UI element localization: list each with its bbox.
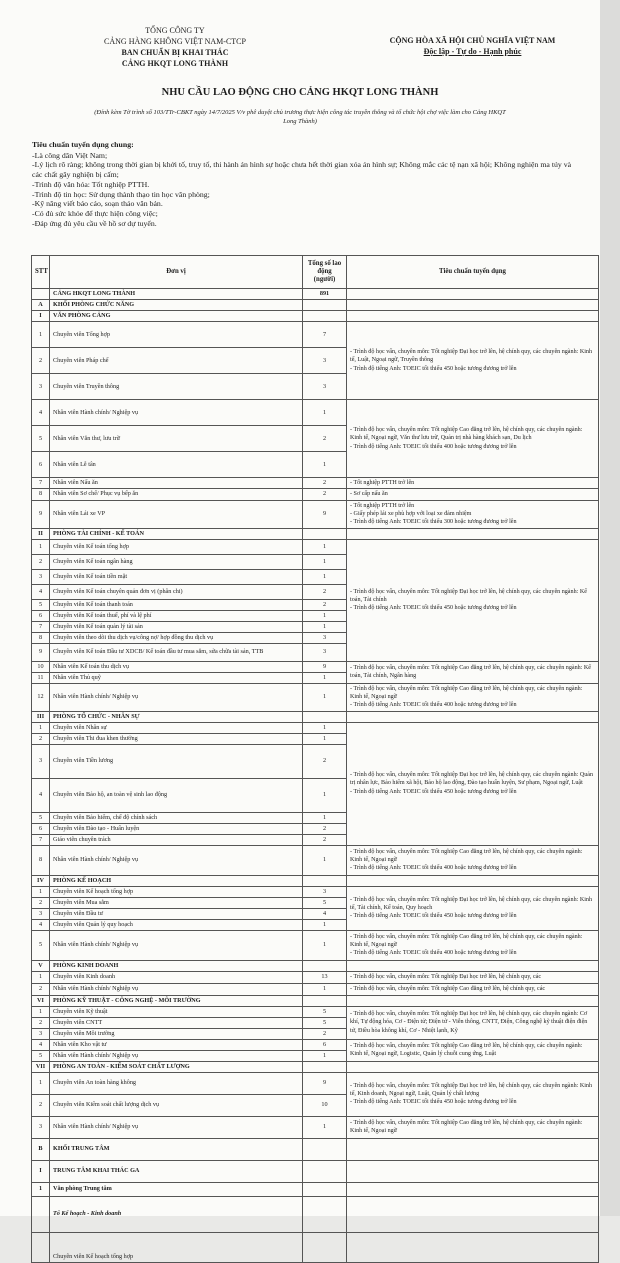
criteria-cell: - Trình độ học vấn, chuyên môn: Tốt nghiệp Đại học trở lên, hệ chính quy, các chuyên ngành: Cơ khí, Tự động hóa, Cơ - Điện tử; Điện tử - Viễn thông, CNTT, Điện, Công nghệ kỹ thuật điện điện tử, Điều hòa không khí, Cơ - Nhiệt lạnh, Kỹ — [347, 1006, 599, 1039]
table-row: 5 Nhân viên Văn thư, lưu trữ 2 — [32, 426, 599, 452]
total-count: 891 — [303, 289, 347, 300]
table-row: 2 Chuyên viên Thi đua khen thưởng 1 — [32, 733, 599, 744]
criteria-cell: - Trình độ học vấn, chuyên môn: Tốt nghiệp Đại học trở lên, hệ chính quy, các chuyên ngành: Kinh tế, Kinh doanh, Ngoại ngữ, Luật, Quản lý chất lượng - Trình độ tiếng Anh: TOEIC tối thiểu 450 hoặc tương đương trở lên — [347, 1072, 599, 1116]
criteria-cell: - Trình độ học vấn, chuyên môn: Tốt nghiệp Cao đẳng trở lên, hệ chính quy, các chuyên ngành: Kinh tế, Ngoại ngữ, Văn thư lưu trữ, Quản trị nhà hàng khách sạn, Du lịch - Trình độ tiếng Anh: TOEIC tối thiểu 400 hoặc tương đương trở lên — [347, 400, 599, 478]
table-row: 7 Nhân viên Nấu ăn 2 - Tốt nghiệp PTTH trở lên — [32, 478, 599, 489]
table-row: 1 Chuyên viên An toàn hàng không 9 - Trình độ học vấn, chuyên môn: Tốt nghiệp Đại học trở lên, hệ chính quy, các chuyên ngành: Kinh tế, Kinh doanh, Ngoại ngữ, Luật, Quản lý chất lượng - Trình độ tiếng Anh: TOEIC tối thiểu 450 hoặc tương đương trở lên — [32, 1072, 599, 1094]
table-row: 1 Chuyên viên Tổng hợp 7 - Trình độ học vấn, chuyên môn: Tốt nghiệp Đại học trở lên, hệ chính quy, các chuyên ngành: Kinh tế, Luật, Ngoại ngữ, Truyền thông - Trình độ tiếng Anh: TOEIC tối thiểu 450 hoặc tương đương trở lên — [32, 322, 599, 348]
criteria-cell: - Trình độ học vấn, chuyên môn: Tốt nghiệp Cao đẳng trở lên, hệ chính quy, các — [347, 983, 599, 995]
standard-item: -Kỹ năng viết báo cáo, soạn thảo văn bản. — [32, 199, 163, 209]
header-criteria: Tiêu chuẩn tuyển dụng — [347, 256, 599, 289]
table-row: 12 Nhân viên Hành chính/ Nghiệp vụ 1 - Trình độ học vấn, chuyên môn: Tốt nghiệp Cao đẳng trở lên, hệ chính quy, các chuyên ngành: Kinh tế, Ngoại ngữ - Trình độ tiếng Anh: TOEIC tối thiểu 400 hoặc tương đương trở lên — [32, 683, 599, 711]
table-row: 2 Chuyên viên CNTT 5 — [32, 1017, 599, 1028]
table-row: 4 Chuyên viên Kế toán chuyên quản đơn vị (phân chi) 2 — [32, 584, 599, 599]
criteria-cell: - Tốt nghiệp PTTH trở lên — [347, 478, 599, 489]
table-row: 3 Chuyên viên Truyền thông 3 — [32, 374, 599, 400]
table-row: 2 Chuyên viên Mua sắm 5 — [32, 897, 599, 908]
table-row: 7 Chuyên viên Kế toán quản lý tài sản 1 — [32, 621, 599, 632]
header-national-motto — [380, 35, 565, 57]
table-row: 5 Nhân viên Hành chính/ Nghiệp vụ 1 - Trình độ học vấn, chuyên môn: Tốt nghiệp Cao đẳng trở lên, hệ chính quy, các chuyên ngành: Kinh tế, Ngoại ngữ - Trình độ tiếng Anh: TOEIC tối thiểu 400 hoặc tương đương trở lên — [32, 930, 599, 960]
standard-item: -Lý lịch rõ ràng; không trong thời gian bị khởi tố, truy tố, thi hành án hình sự hoặc chưa hết thời gian xóa án hình sự; Không mắc các tệ nạn xã hội; Không nghiện ma túy và các chất gây nghiện bị cấm; — [32, 160, 572, 180]
org-line-1: TỔNG CÔNG TY — [145, 26, 205, 35]
airport-name: CẢNG HKQT LONG THÀNH — [50, 289, 303, 300]
department-name: VĂN PHÒNG CẢNG — [50, 311, 303, 322]
document-title: NHU CẦU LAO ĐỘNG CHO CẢNG HKQT LONG THÀNH — [161, 87, 439, 98]
table-row: 1 Chuyên viên Kế hoạch tổng hợp 3 - Trình độ học vấn, chuyên môn: Tốt nghiệp Đại học trở lên, hệ chính quy, các chuyên ngành: Kinh tế, Tài chính, Kế toán, Quy hoạch - Trình độ tiếng Anh: TOEIC tối thiểu 450 hoặc tương đương trở lên — [32, 886, 599, 897]
table-row: 8 Chuyên viên theo dõi thu dịch vụ/công nợ/ hợp đồng thu dịch vụ 3 — [32, 632, 599, 643]
table-row: 11 Nhân viên Thủ quỹ 1 — [32, 672, 599, 683]
table-row: 7 Giáo viên chuyên trách 2 — [32, 834, 599, 845]
department-row: I VĂN PHÒNG CẢNG — [32, 311, 599, 322]
table-row: 5 Chuyên viên Bảo hiểm, chế độ chính sách 1 — [32, 812, 599, 823]
table-row: 4 Chuyên viên Quản lý quy hoạch 1 — [32, 919, 599, 930]
department-row: II PHÒNG TÀI CHÍNH - KẾ TOÁN — [32, 528, 599, 539]
table-row: 5 Chuyên viên Kế toán thanh toán 2 — [32, 599, 599, 610]
table-row: 3 Chuyên viên Tiền lương 2 — [32, 744, 599, 778]
document-subtitle: (Đính kèm Tờ trình số 103/TTr-CBKT ngày 14/7/2025 V/v phê duyệt chủ trương thực hiện công tác truyền thông và tổ chức hội chợ việc làm cho Cảng HKQT Long Thành) — [94, 109, 506, 125]
table-row: 9 Chuyên viên Kế toán Đầu tư XDCB/ Kế toán đầu tư mua sắm, sửa chữa tài sản, TTB 3 — [32, 643, 599, 661]
org-line-3: BAN CHUẨN BỊ KHAI THÁC — [121, 48, 229, 57]
department-row: V PHÒNG KINH DOANH — [32, 960, 599, 971]
department-row: VII PHÒNG AN TOÀN - KIỂM SOÁT CHẤT LƯỢNG — [32, 1061, 599, 1072]
department-name: PHÒNG AN TOÀN - KIỂM SOÁT CHẤT LƯỢNG — [50, 1061, 303, 1072]
page-edge — [600, 0, 620, 1216]
sub-team-name: Tổ Kế hoạch - Kinh doanh — [50, 1196, 303, 1232]
department-name: TRUNG TÂM KHAI THÁC GA — [50, 1160, 303, 1182]
department-row: III PHÒNG TỔ CHỨC - NHÂN SỰ — [32, 711, 599, 722]
table-row: 3 Nhân viên Hành chính/ Nghiệp vụ 1 - Trình độ học vấn, chuyên môn: Tốt nghiệp Cao đẳng trở lên, hệ chính quy, các chuyên ngành: Kinh tế, Ngoại ngữ — [32, 1116, 599, 1138]
criteria-cell: - Trình độ học vấn, chuyên môn: Tốt nghiệp Cao đẳng trở lên, hệ chính quy, các chuyên ngành: Kinh tế, Ngoại ngữ - Trình độ tiếng Anh: TOEIC tối thiểu 400 hoặc tương đương trở lên — [347, 930, 599, 960]
org-line-4: CẢNG HKQT LONG THÀNH — [121, 59, 229, 68]
table-row: 5 Nhân viên Hành chính/ Nghiệp vụ 1 — [32, 1050, 599, 1061]
table-row: 6 Chuyên viên Kế toán thuế, phí và lệ phí 1 — [32, 610, 599, 621]
table-row: 8 Nhân viên Hành chính/ Nghiệp vụ 1 - Trình độ học vấn, chuyên môn: Tốt nghiệp Cao đẳng trở lên, hệ chính quy, các chuyên ngành: Kinh tế, Ngoại ngữ - Trình độ tiếng Anh: TOEIC tối thiểu 400 hoặc tương đương trở lên — [32, 845, 599, 875]
labor-demand-table — [31, 255, 599, 1263]
general-standards — [32, 140, 580, 228]
table-row: 3 Chuyên viên Môi trường 2 — [32, 1028, 599, 1039]
table-header-row — [32, 256, 599, 289]
criteria-cell: - Trình độ học vấn, chuyên môn: Tốt nghiệp Đại học trở lên, hệ chính quy, các chuyên ngành: Kế toán, Tài chính - Trình độ tiếng Anh: TOEIC tối thiểu 450 hoặc tương đương trở lên — [347, 539, 599, 661]
department-row: VI PHÒNG KỸ THUẬT - CÔNG NGHỆ - MÔI TRƯỜNG — [32, 995, 599, 1006]
table-row: 3 Chuyên viên Đầu tư 4 — [32, 908, 599, 919]
table-row: 10 Nhân viên Kế toán thu dịch vụ 9 - Trình độ học vấn, chuyên môn: Tốt nghiệp Cao đẳng trở lên, hệ chính quy, các chuyên ngành: Kế toán, Tài chính, Ngân hàng — [32, 661, 599, 672]
standard-item: -Trình độ văn hóa: Tốt nghiệp PTTH. — [32, 179, 150, 189]
department-row: I TRUNG TÂM KHAI THÁC GA — [32, 1160, 599, 1182]
criteria-cell: - Tốt nghiệp PTTH trở lên - Giấy phép lái xe phù hợp với loại xe đảm nhiệm - Trình độ tiếng Anh: TOEIC tối thiểu 300 hoặc tương đương trở lên — [347, 500, 599, 528]
standard-item: -Có đủ sức khỏe để thực hiện công việc; — [32, 208, 158, 218]
standards-heading: Tiêu chuẩn tuyển dụng chung: — [32, 140, 134, 149]
table-row — [32, 1196, 599, 1232]
criteria-cell: - Trình độ học vấn, chuyên môn: Tốt nghiệp Cao đẳng trở lên, hệ chính quy, các chuyên ngành: Kinh tế, Ngoại ngữ - Trình độ tiếng Anh: TOEIC tối thiểu 400 hoặc tương đương trở lên — [347, 683, 599, 711]
department-name: PHÒNG KINH DOANH — [50, 960, 303, 971]
standard-item: -Là công dân Việt Nam; — [32, 150, 108, 160]
department-name: Văn phòng Trung tâm — [50, 1182, 303, 1196]
department-row: IV PHÒNG KẾ HOẠCH — [32, 875, 599, 886]
total-row — [32, 289, 599, 300]
criteria-cell: - Trình độ học vấn, chuyên môn: Tốt nghiệp Đại học trở lên, hệ chính quy, các chuyên ngành: Quản trị nhân lực, Bảo hiểm xã hội, Bảo hộ lao động, Đào tạo huấn luyện, Sư phạm, Ngoại ngữ, Luật - Trình độ tiếng Anh: TOEIC tối thiểu 450 hoặc tương đương trở lên — [347, 722, 599, 845]
table-row — [32, 1232, 599, 1262]
table-row: 3 Chuyên viên Kế toán tiền mặt 1 — [32, 569, 599, 584]
criteria-cell: - Trình độ học vấn, chuyên môn: Tốt nghiệp Đại học trở lên, hệ chính quy, các — [347, 971, 599, 983]
section-row: A KHỐI PHÒNG CHỨC NĂNG — [32, 300, 599, 311]
table-row: 1 Chuyên viên Nhân sự 1 - Trình độ học vấn, chuyên môn: Tốt nghiệp Đại học trở lên, hệ chính quy, các chuyên ngành: Quản trị nhân lực, Bảo hiểm xã hội, Bảo hộ lao động, Đào tạo huấn luyện, Sư phạm, Ngoại ngữ, Luật - Trình độ tiếng Anh: TOEIC tối thiểu 450 hoặc tương đương trở lên — [32, 722, 599, 733]
department-name: PHÒNG KỸ THUẬT - CÔNG NGHỆ - MÔI TRƯỜNG — [50, 995, 303, 1006]
table-row: 2 Nhân viên Hành chính/ Nghiệp vụ 1 - Trình độ học vấn, chuyên môn: Tốt nghiệp Cao đẳng trở lên, hệ chính quy, các — [32, 983, 599, 995]
department-row: 1 Văn phòng Trung tâm — [32, 1182, 599, 1196]
table-row: 2 Chuyên viên Pháp chế 3 — [32, 348, 599, 374]
criteria-cell: - Trình độ học vấn, chuyên môn: Tốt nghiệp Cao đẳng trở lên, hệ chính quy, các chuyên ngành: Kế toán, Tài chính, Ngân hàng — [347, 661, 599, 683]
partial-row-name: Chuyên viên Kế hoạch tổng hợp — [50, 1232, 303, 1262]
section-name: KHỐI TRUNG TÂM — [50, 1138, 303, 1160]
table-row: 4 Chuyên viên Bảo hộ, an toàn vệ sinh lao động 1 — [32, 778, 599, 812]
department-name: PHÒNG TÀI CHÍNH - KẾ TOÁN — [50, 528, 303, 539]
motto: Độc lập - Tự do - Hạnh phúc — [423, 47, 522, 56]
header-unit: Đơn vị — [50, 256, 303, 289]
section-name: KHỐI PHÒNG CHỨC NĂNG — [50, 300, 303, 311]
criteria-cell: - Sơ cấp nấu ăn — [347, 489, 599, 500]
department-name: PHÒNG KẾ HOẠCH — [50, 875, 303, 886]
section-row: B KHỐI TRUNG TÂM — [32, 1138, 599, 1160]
table-row: 1 Chuyên viên Kỹ thuật 5 - Trình độ học vấn, chuyên môn: Tốt nghiệp Đại học trở lên, hệ chính quy, các chuyên ngành: Cơ khí, Tự động hóa, Cơ - Điện tử; Điện tử - Viễn thông, CNTT, Điện, Công nghệ kỹ thuật điện điện tử, Điều hòa không khí, Cơ - Nhiệt lạnh, Kỹ — [32, 1006, 599, 1017]
department-name: PHÒNG TỔ CHỨC - NHÂN SỰ — [50, 711, 303, 722]
country-name: CỘNG HÒA XÃ HỘI CHỦ NGHĨA VIỆT NAM — [389, 36, 556, 45]
table-row: 1 Chuyên viên Kế toán tổng hợp 1 - Trình độ học vấn, chuyên môn: Tốt nghiệp Đại học trở lên, hệ chính quy, các chuyên ngành: Kế toán, Tài chính - Trình độ tiếng Anh: TOEIC tối thiểu 450 hoặc tương đương trở lên — [32, 539, 599, 554]
table-row: 6 Chuyên viên Đào tạo - Huấn luyện 2 — [32, 823, 599, 834]
criteria-cell: - Trình độ học vấn, chuyên môn: Tốt nghiệp Đại học trở lên, hệ chính quy, các chuyên ngành: Kinh tế, Luật, Ngoại ngữ, Truyền thông - Trình độ tiếng Anh: TOEIC tối thiểu 450 hoặc tương đương trở lên — [347, 322, 599, 400]
table-row: 1 Chuyên viên Kinh doanh 13 - Trình độ học vấn, chuyên môn: Tốt nghiệp Đại học trở lên, hệ chính quy, các — [32, 971, 599, 983]
table-row: 9 Nhân viên Lái xe VP 9 - Tốt nghiệp PTTH trở lên - Giấy phép lái xe phù hợp với loại xe đảm nhiệm - Trình độ tiếng Anh: TOEIC tối thiểu 300 hoặc tương đương trở lên — [32, 500, 599, 528]
header-total: Tổng số lao động (người) — [303, 256, 347, 289]
table-row: 2 Chuyên viên Kiểm soát chất lượng dịch vụ 10 — [32, 1094, 599, 1116]
header-stt: STT — [32, 256, 50, 289]
org-line-2: CẢNG HÀNG KHÔNG VIỆT NAM-CTCP — [104, 37, 246, 46]
standard-item: -Trình độ tin học: Sử dụng thành thạo tin học văn phòng; — [32, 189, 210, 199]
criteria-cell: - Trình độ học vấn, chuyên môn: Tốt nghiệp Cao đẳng trở lên, hệ chính quy, các chuyên ngành: Kinh tế, Ngoại ngữ, Logistic, Quản lý chuỗi cung ứng, Luật — [347, 1039, 599, 1061]
table-row: 2 Chuyên viên Kế toán ngân hàng 1 — [32, 554, 599, 569]
criteria-cell: - Trình độ học vấn, chuyên môn: Tốt nghiệp Cao đẳng trở lên, hệ chính quy, các chuyên ngành: Kinh tế, Ngoại ngữ - Trình độ tiếng Anh: TOEIC tối thiểu 400 hoặc tương đương trở lên — [347, 845, 599, 875]
table-row: 4 Nhân viên Hành chính/ Nghiệp vụ 1 - Trình độ học vấn, chuyên môn: Tốt nghiệp Cao đẳng trở lên, hệ chính quy, các chuyên ngành: Kinh tế, Ngoại ngữ, Văn thư lưu trữ, Quản trị nhà hàng khách sạn, Du lịch - Trình độ tiếng Anh: TOEIC tối thiểu 400 hoặc tương đương trở lên — [32, 400, 599, 426]
criteria-cell: - Trình độ học vấn, chuyên môn: Tốt nghiệp Đại học trở lên, hệ chính quy, các chuyên ngành: Kinh tế, Tài chính, Kế toán, Quy hoạch - Trình độ tiếng Anh: TOEIC tối thiểu 450 hoặc tương đương trở lên — [347, 886, 599, 930]
table-row: 4 Nhân viên Kho vật tư 6 - Trình độ học vấn, chuyên môn: Tốt nghiệp Cao đẳng trở lên, hệ chính quy, các chuyên ngành: Kinh tế, Ngoại ngữ, Logistic, Quản lý chuỗi cung ứng, Luật — [32, 1039, 599, 1050]
header-organization — [75, 25, 275, 69]
criteria-cell: - Trình độ học vấn, chuyên môn: Tốt nghiệp Cao đẳng trở lên, hệ chính quy, các chuyên ngành: Kinh tế, Ngoại ngữ — [347, 1116, 599, 1138]
table-row: 6 Nhân viên Lễ tân 1 — [32, 452, 599, 478]
standard-item: -Đáp ứng đủ yêu cầu về hồ sơ dự tuyển. — [32, 218, 157, 228]
table-row: 8 Nhân viên Sơ chế/ Phục vụ bếp ăn 2 - Sơ cấp nấu ăn — [32, 489, 599, 500]
